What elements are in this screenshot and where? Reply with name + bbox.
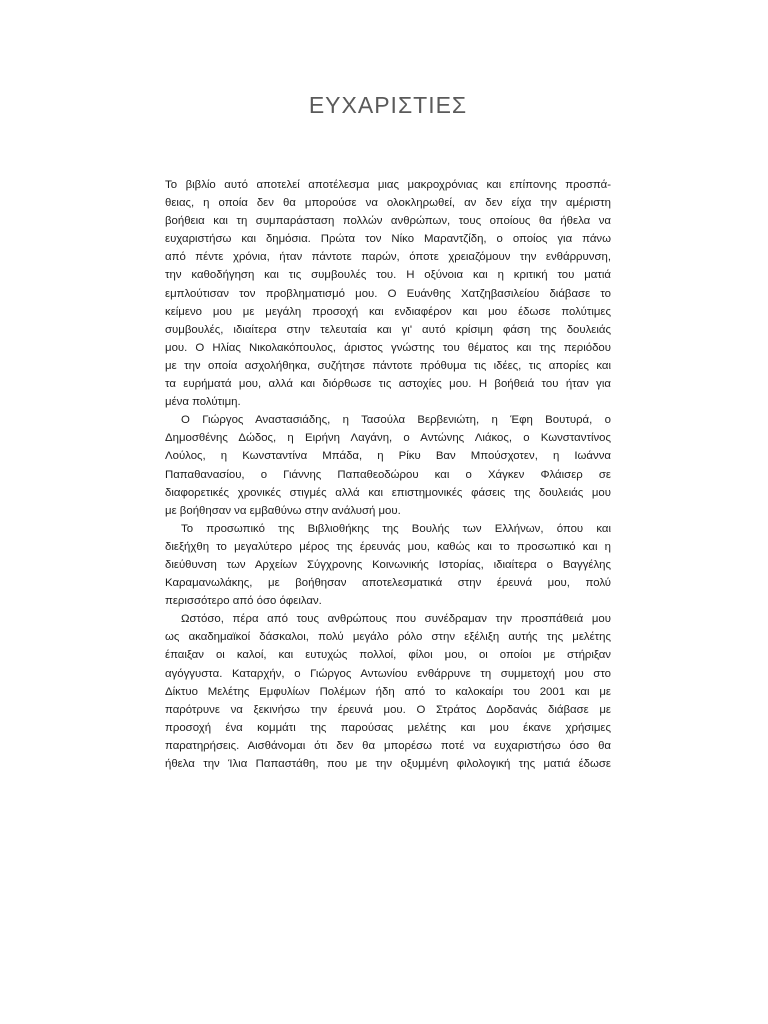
text-line: ως ακαδημαϊκοί δάσκαλοι, πολύ μεγάλο ρόλο στην εξέλιξη αυτής της μελέτης: [165, 631, 611, 644]
text-line: Καραμανωλάκης, με βοήθησαν αποτελεσματικά στην έρευνά μου, πολύ: [165, 577, 611, 590]
text-line: διεύθυνση των Αρχείων Σύγχρονης Κοινωνικής Ιστορίας, ιδιαίτερα ο Βαγγέλης: [165, 558, 611, 571]
text-line: εμπλούτισαν τον προβληματισμό μου. Ο Ευάνθης Χατζηβασιλείου διάβασε το: [165, 287, 611, 300]
text-line: προσοχή ένα κομμάτι της παρούσας μελέτης και μου έκανε χρήσιμες: [165, 721, 611, 734]
text-line: Δίκτυο Μελέτης Εμφυλίων Πολέμων ήδη από το καλοκαίρι του 2001 και με: [165, 685, 611, 698]
text-line: διαφορετικές χρονικές στιγμές αλλά και επιστημονικές φάσεις της δουλειάς μου: [165, 486, 611, 499]
text-line: μένα πολύτιμη.: [165, 396, 241, 409]
text-line: Ωστόσο, πέρα από τους ανθρώπους που συνέδραμαν την προσπάθειά μου: [181, 613, 611, 626]
text-line: θειας, η οποία δεν θα μπορούσε να ολοκληρωθεί, αν δεν είχα την αμέριστη: [165, 197, 611, 210]
text-line: αγόγγυστα. Καταρχήν, ο Γιώργος Αντωνίου ενθάρρυνε τη συμμετοχή μου στο: [165, 667, 611, 680]
text-line: διεξήχθη το μεγαλύτερο μέρος της έρευνάς μου, καθώς και το προσωπικό και η: [165, 540, 611, 553]
text-line: βοήθεια και τη συμπαράσταση πολλών ανθρώπων, τους οποίους θα ήθελα να: [165, 215, 611, 228]
text-line: Παπαθανασίου, ο Γιάννης Παπαθεοδώρου και ο Χάγκεν Φλάισερ σε: [165, 468, 611, 481]
text-line: Δημοσθένης Δώδος, η Ειρήνη Λαγάνη, ο Αντώνης Λιάκος, ο Κωνσταντίνος: [165, 432, 611, 445]
text-line: ευχαριστήσω και δημόσια. Πρώτα τον Νίκο Μαραντζίδη, ο οποίος για πάνω: [165, 233, 611, 246]
text-line: τα ευρήματά μου, αλλά και διόρθωσε τις αστοχίες μου. Η βοήθειά του ήταν για: [165, 378, 611, 391]
text-line: Το βιβλίο αυτό αποτελεί αποτέλεσμα μιας μακροχρόνιας και επίπονης προσπά-: [165, 179, 611, 191]
page-title: ΕΥΧΑΡΙΣΤΙΕΣ: [308, 92, 468, 118]
text-line: παρότρυνε να ξεκινήσω την έρευνά μου. Ο Στράτος Δορδανάς διάβασε με: [165, 703, 611, 716]
text-line: ήθελα την Ίλια Παπαστάθη, που με την οξυμμένη φιλολογική της ματιά έδωσε: [165, 758, 611, 770]
text-line: μου. Ο Ηλίας Νικολακόπουλος, άριστος γνώστης του θέματος και της περιόδου: [165, 341, 611, 354]
text-line: συμβουλές, ιδιαίτερα στην τελευταία και γι' αυτό κρίσιμη φάση της δουλειάς: [165, 323, 611, 336]
body-text: [165, 176, 611, 773]
text-line: με την οποία ασχολήθηκα, συζήτησε πάντοτε πρόθυμα τις ιδέες, τις απορίες και: [165, 359, 611, 372]
text-line: παρατηρήσεις. Αισθάνομαι ότι δεν θα μπορέσω ποτέ να ευχαριστήσω όσο θα: [165, 739, 611, 752]
text-line: περισσότερο από όσο όφειλαν.: [165, 595, 322, 608]
text-line: από πέντε χρόνια, ήταν πάντοτε παρών, όποτε χρειαζόμουν την ενθάρρυνση,: [165, 251, 611, 264]
text-line: την καθοδήγηση και τις συμβουλές του. Η οξύνοια και η κριτική του ματιά: [165, 269, 611, 282]
text-line: έπαιξαν οι καλοί, και ευτυχώς πολλοί, φίλοι μου, οι οποίοι με στήριξαν: [165, 649, 611, 662]
text-line: Ο Γιώργος Αναστασιάδης, η Τασούλα Βερβενιώτη, η Έφη Βουτυρά, ο: [181, 414, 611, 427]
text-line: με βοήθησαν να εμβαθύνω στην ανάλυσή μου.: [165, 504, 401, 517]
text-line: Λούλος, η Κωνσταντίνα Μπάδα, η Ρίκυ Βαν Μπούσχοτεν, η Ιωάννα: [165, 450, 611, 463]
text-line: Το προσωπικό της Βιβλιοθήκης της Βουλής των Ελλήνων, όπου και: [181, 522, 611, 535]
text-line: κείμενο μου με μεγάλη προσοχή και ενδιαφέρον και μου έδωσε πολύτιμες: [165, 305, 611, 318]
